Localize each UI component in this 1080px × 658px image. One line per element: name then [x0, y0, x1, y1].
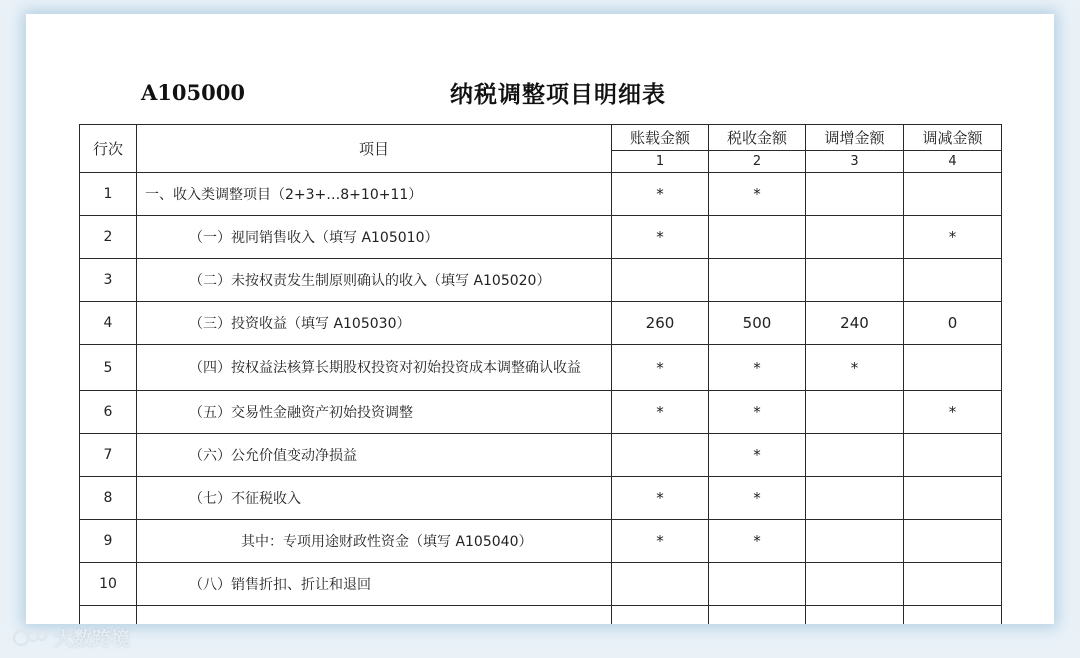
- row-item: （二）未按权责发生制原则确认的收入（填写 A105020）: [137, 259, 612, 302]
- cell-value: [806, 563, 904, 606]
- cell-value: *: [806, 345, 904, 391]
- row-number: 9: [80, 520, 137, 563]
- table-row: [80, 216, 1002, 259]
- header-increase-amount: 调增金额: [806, 125, 904, 151]
- table-row: [80, 173, 1002, 216]
- watermark: [12, 624, 130, 651]
- cell-value: [709, 259, 806, 302]
- header-tax-amount: 税收金额: [709, 125, 806, 151]
- table-row: [80, 391, 1002, 434]
- form-code: A105000: [141, 80, 245, 105]
- table-row: [80, 434, 1002, 477]
- row-number: 2: [80, 216, 137, 259]
- cell-value: [612, 434, 709, 477]
- row-item: （三）投资收益（填写 A105030）: [137, 302, 612, 345]
- cell-value: [806, 434, 904, 477]
- row-item: 一、收入类调整项目（2+3+…8+10+11）: [137, 173, 612, 216]
- cell-value: *: [612, 173, 709, 216]
- cell-value: [612, 259, 709, 302]
- col-number: 4: [904, 151, 1002, 173]
- table-row: [80, 302, 1002, 345]
- cell-value: [612, 563, 709, 606]
- cell-value: [904, 563, 1002, 606]
- row-number: 5: [80, 345, 137, 391]
- cell-value: [904, 520, 1002, 563]
- table-row: [80, 520, 1002, 563]
- header-book-amount: 账载金额: [612, 125, 709, 151]
- cell-value: [806, 173, 904, 216]
- cell-value: *: [709, 434, 806, 477]
- cell-value: [806, 520, 904, 563]
- page-title: 纳税调整项目明细表: [450, 81, 666, 108]
- cell-value: [806, 477, 904, 520]
- table-row: [80, 345, 1002, 391]
- row-item: （一）视同销售收入（填写 A105010）: [137, 216, 612, 259]
- cell-value: [904, 477, 1002, 520]
- adjustment-table: [79, 124, 1002, 624]
- watermark-text: 大数跨境: [54, 628, 131, 650]
- cell-value: [904, 173, 1002, 216]
- header-item: 项目: [137, 125, 612, 173]
- row-item: （四）按权益法核算长期股权投资对初始投资成本调整确认收益: [137, 345, 612, 391]
- table-row-partial: [80, 606, 1002, 625]
- table-row: [80, 477, 1002, 520]
- cell-value: [806, 391, 904, 434]
- row-number: 10: [80, 563, 137, 606]
- document-page: [26, 14, 1054, 624]
- row-number: 3: [80, 259, 137, 302]
- table-row: [80, 563, 1002, 606]
- cell-value: *: [709, 345, 806, 391]
- col-number: 2: [709, 151, 806, 173]
- cell-value: *: [612, 345, 709, 391]
- cell-value: *: [709, 477, 806, 520]
- cell-value: [709, 216, 806, 259]
- col-number: 3: [806, 151, 904, 173]
- cell-value: [904, 345, 1002, 391]
- header-decrease-amount: 调减金额: [904, 125, 1002, 151]
- cell-value: *: [709, 520, 806, 563]
- watermark-logo-icon: [12, 628, 48, 648]
- cell-value: *: [612, 477, 709, 520]
- row-item: （八）销售折扣、折让和退回: [137, 563, 612, 606]
- header-row-no: 行次: [80, 125, 137, 173]
- table-header-row: [80, 125, 1002, 151]
- cell-value: [806, 259, 904, 302]
- cell-value: 500: [709, 302, 806, 345]
- cell-value: *: [612, 520, 709, 563]
- cell-value: *: [709, 173, 806, 216]
- cell-value: 240: [806, 302, 904, 345]
- cell-value: *: [612, 391, 709, 434]
- row-item: （五）交易性金融资产初始投资调整: [137, 391, 612, 434]
- cell-value: *: [709, 391, 806, 434]
- row-number: 6: [80, 391, 137, 434]
- row-item: （六）公允价值变动净损益: [137, 434, 612, 477]
- col-number: 1: [612, 151, 709, 173]
- table-row: [80, 259, 1002, 302]
- cell-value: [904, 434, 1002, 477]
- cell-value: *: [904, 391, 1002, 434]
- row-number: 1: [80, 173, 137, 216]
- cell-value: 0: [904, 302, 1002, 345]
- row-number: 8: [80, 477, 137, 520]
- cell-value: [709, 563, 806, 606]
- cell-value: [806, 216, 904, 259]
- cell-value: [904, 259, 1002, 302]
- row-number: 7: [80, 434, 137, 477]
- row-item: （七）不征税收入: [137, 477, 612, 520]
- cell-value: 260: [612, 302, 709, 345]
- cell-value: *: [612, 216, 709, 259]
- row-item: 其中：专项用途财政性资金（填写 A105040）: [137, 520, 612, 563]
- row-number: 4: [80, 302, 137, 345]
- cell-value: *: [904, 216, 1002, 259]
